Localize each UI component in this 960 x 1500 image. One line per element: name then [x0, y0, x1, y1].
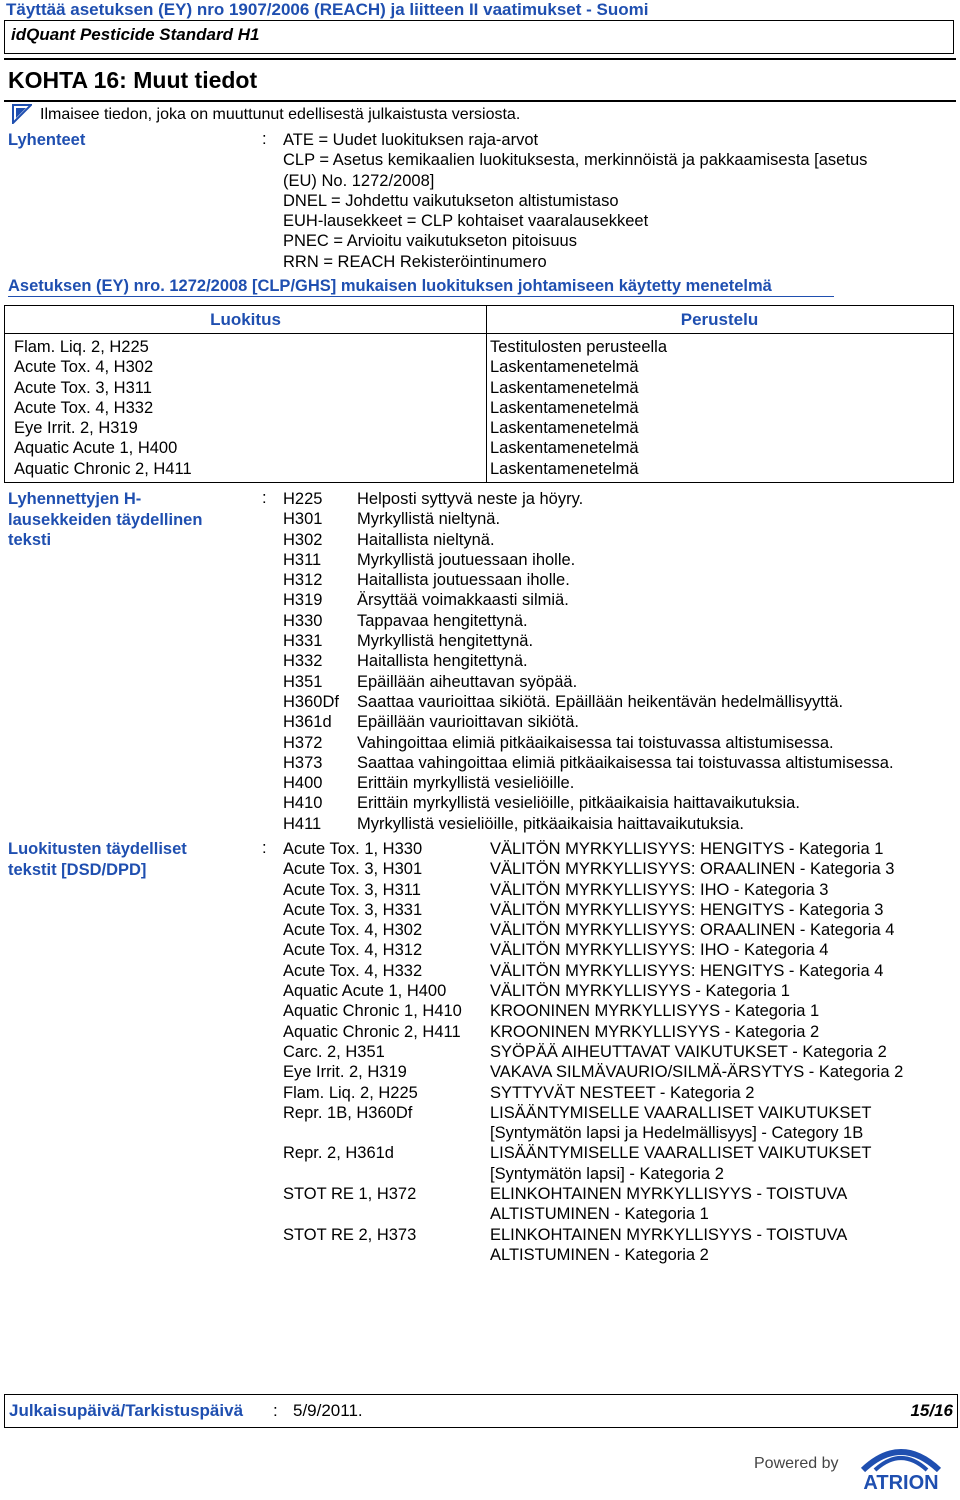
spacer	[283, 1123, 462, 1143]
spacer	[283, 1164, 462, 1184]
h-statement-code: H351	[283, 672, 323, 691]
h-statement-text: Myrkyllistä nieltynä.	[357, 510, 501, 529]
method-heading: Asetuksen (EY) nro. 1272/2008 [CLP/GHS] mukaisen luokituksen johtamiseen käytetty menetelmä	[8, 277, 772, 295]
basis-column	[490, 337, 667, 479]
full-text-line: ALTISTUMINEN - Kategoria 2	[490, 1245, 709, 1264]
full-text-line: SYTTYVÄT NESTEET - Kategoria 2	[490, 1083, 755, 1102]
atrion-logo-text: ATRION	[863, 1472, 939, 1492]
full-text-line: VÄLITÖN MYRKYLLISYYS: IHO - Kategoria 4	[490, 941, 829, 960]
basis-cell: Laskentamenetelmä	[490, 419, 639, 438]
h-statements-label-line: lausekkeiden täydellinen	[8, 510, 203, 529]
full-text-line: [Syntymätön lapsi] - Kategoria 2	[490, 1164, 724, 1183]
full-text-code: STOT RE 2, H373	[283, 1225, 417, 1244]
h-statement-code: H311	[283, 550, 322, 569]
full-text-code: Aquatic Acute 1, H400	[283, 982, 447, 1001]
footer-date-label: Julkaisupäivä/Tarkistuspäivä	[9, 1401, 244, 1420]
h-statement-text: Erittäin myrkyllistä vesieliöille, pitkäaikaisia haittavaikutuksia.	[357, 794, 800, 813]
column-header-basis: Perustelu	[680, 310, 759, 329]
full-texts-label-line: tekstit [DSD/DPD]	[8, 860, 147, 879]
abbreviation-line: PNEC = Arvioitu vaikutukseton pitoisuus	[283, 232, 577, 251]
basis-cell: Laskentamenetelmä	[490, 439, 639, 458]
full-text-line: LISÄÄNTYMISELLE VAARALLISET VAIKUTUKSET	[490, 1103, 872, 1122]
h-statement-text: Ärsyttää voimakkaasti silmiä.	[357, 591, 569, 610]
h-statement-text: Erittäin myrkyllistä vesieliöille.	[357, 774, 575, 793]
full-texts-colon: :	[262, 839, 267, 857]
table-column-divider	[486, 306, 487, 482]
h-statement-code: H301	[283, 510, 323, 529]
h-statement-text: Myrkyllistä joutuessaan iholle.	[357, 550, 576, 569]
full-text-line: KROONINEN MYRKYLLISYYS - Kategoria 2	[490, 1022, 820, 1041]
full-text-code: Acute Tox. 1, H330	[283, 840, 423, 858]
abbreviations-list	[283, 130, 867, 272]
change-indicator-icon	[12, 104, 32, 124]
h-statement-code: H372	[283, 733, 323, 752]
h-statement-code: H331	[283, 632, 323, 651]
full-text-line: VÄLITÖN MYRKYLLISYYS: IHO - Kategoria 3	[490, 880, 829, 899]
classification-cell: Acute Tox. 4, H302	[14, 358, 154, 377]
full-text-code: Eye Irrit. 2, H319	[283, 1063, 407, 1082]
abbreviation-line: (EU) No. 1272/2008]	[283, 171, 435, 190]
h-statement-code: H400	[283, 774, 323, 793]
full-text-code: STOT RE 1, H372	[283, 1185, 417, 1204]
full-text-code: Carc. 2, H351	[283, 1042, 385, 1061]
powered-by-text: Powered by	[754, 1455, 839, 1472]
h-statement-text: Helposti syttyvä neste ja höyry.	[357, 490, 584, 508]
abbreviation-line: CLP = Asetus kemikaalien luokituksesta, merkinnöistä ja pakkaamisesta [asetus	[283, 151, 868, 170]
full-text-code: Acute Tox. 3, H331	[283, 900, 423, 919]
h-statement-texts	[357, 489, 894, 834]
h-statement-code: H319	[283, 591, 323, 610]
h-statement-code: H373	[283, 753, 323, 772]
abbreviation-line: DNEL = Johdettu vaikutukseton altistumistaso	[283, 191, 619, 210]
h-statement-text: Haitallista hengitettynä.	[357, 652, 528, 671]
h-statement-text: Myrkyllistä hengitettynä.	[357, 632, 534, 651]
h-statements-label-line: Lyhennettyjen H-	[8, 490, 142, 508]
h-statement-code: H312	[283, 571, 323, 590]
full-text-code: Acute Tox. 3, H311	[283, 880, 421, 899]
document-title: Täyttää asetuksen (EY) nro 1907/2006 (REACH) ja liitteen II vaatimukset - Suomi	[6, 0, 649, 19]
basis-cell: Laskentamenetelmä	[490, 398, 639, 417]
h-statement-code: H332	[283, 652, 323, 671]
spacer	[283, 1245, 462, 1265]
h-statement-text: Haitallista joutuessaan iholle.	[357, 571, 570, 590]
full-texts-label	[8, 839, 187, 880]
abbreviation-line: RRN = REACH Rekisteröintinumero	[283, 252, 547, 271]
full-text-line: ELINKOHTAINEN MYRKYLLISYYS - TOISTUVA	[490, 1185, 848, 1204]
footer	[4, 1394, 958, 1428]
abbreviation-line: ATE = Uudet luokituksen raja-arvot	[283, 131, 539, 149]
full-text-code: Repr. 1B, H360Df	[283, 1103, 413, 1122]
classification-cell: Flam. Liq. 2, H225	[14, 338, 149, 356]
h-statement-code: H361d	[283, 713, 332, 732]
h-statement-codes	[283, 489, 339, 834]
full-text-line: VÄLITÖN MYRKYLLISYYS - Kategoria 1	[490, 982, 790, 1001]
full-text-line: ALTISTUMINEN - Kategoria 1	[490, 1205, 709, 1224]
classification-table	[4, 305, 954, 483]
change-note: Ilmaisee tiedon, joka on muuttunut edellisestä julkaistusta versiosta.	[40, 106, 521, 123]
full-text-code: Acute Tox. 4, H302	[283, 921, 423, 940]
h-statements-colon: :	[262, 489, 267, 507]
full-text-code: Acute Tox. 4, H312	[283, 941, 423, 960]
footer-date: 5/9/2011.	[293, 1401, 363, 1420]
full-text-codes	[283, 839, 462, 1265]
h-statement-text: Tappavaa hengitettynä.	[357, 611, 528, 630]
full-text-code: Acute Tox. 3, H301	[283, 860, 423, 879]
h-statement-text: Epäillään vaurioittavan sikiötä.	[357, 713, 579, 732]
full-text-line: [Syntymätön lapsi ja Hedelmällisyys] - Category 1B	[490, 1124, 864, 1143]
basis-cell: Laskentamenetelmä	[490, 378, 639, 397]
column-header-classification: Luokitus	[210, 310, 281, 329]
full-text-line: VÄLITÖN MYRKYLLISYYS: ORAALINEN - Kategoria 4	[490, 921, 895, 940]
table-header-divider	[5, 333, 953, 334]
full-text-line: LISÄÄNTYMISELLE VAARALLISET VAIKUTUKSET	[490, 1144, 872, 1163]
h-statement-text: Epäillään aiheuttavan syöpää.	[357, 672, 578, 691]
h-statement-text: Saattaa vaurioittaa sikiötä. Epäillään heikentävän hedelmällisyyttä.	[357, 692, 844, 711]
abbreviations-label: Lyhenteet	[8, 131, 86, 149]
full-text-line: KROONINEN MYRKYLLISYYS - Kategoria 1	[490, 1002, 820, 1021]
atrion-logo	[845, 1440, 957, 1492]
h-statement-text: Saattaa vahingoittaa elimiä pitkäaikaisessa tai toistuvassa altistumisessa.	[357, 753, 894, 772]
classification-column	[14, 337, 192, 479]
h-statement-code: H302	[283, 530, 323, 549]
h-statement-code: H330	[283, 611, 323, 630]
h-statement-code: H360Df	[283, 692, 339, 711]
h-statement-text: Haitallista nieltynä.	[357, 530, 495, 549]
h-statements-label-line: teksti	[8, 531, 52, 549]
classification-cell: Aquatic Acute 1, H400	[14, 439, 178, 458]
h-statements-label	[8, 489, 202, 551]
full-text-descriptions	[490, 839, 903, 1265]
classification-cell: Acute Tox. 3, H311	[14, 378, 152, 397]
full-text-line: VÄLITÖN MYRKYLLISYYS: HENGITYS - Kategoria 4	[490, 961, 884, 980]
h-statement-code: H225	[283, 490, 323, 508]
full-text-line: VAKAVA SILMÄVAURIO/SILMÄ-ÄRSYTYS - Kategoria 2	[490, 1063, 904, 1082]
full-text-line: VÄLITÖN MYRKYLLISYYS: HENGITYS - Kategoria 3	[490, 900, 884, 919]
classification-cell: Acute Tox. 4, H332	[14, 398, 154, 417]
basis-cell: Laskentamenetelmä	[490, 358, 639, 377]
h-statement-text: Vahingoittaa elimiä pitkäaikaisessa tai toistuvassa altistumisessa.	[357, 733, 834, 752]
product-name-box	[4, 20, 954, 54]
classification-cell: Eye Irrit. 2, H319	[14, 419, 138, 438]
section-title: KOHTA 16: Muut tiedot	[8, 67, 258, 93]
product-name: idQuant Pesticide Standard H1	[11, 25, 260, 44]
spacer	[283, 1204, 462, 1224]
footer-colon: :	[273, 1401, 278, 1420]
full-text-line: VÄLITÖN MYRKYLLISYYS: ORAALINEN - Kategoria 3	[490, 860, 895, 879]
basis-cell: Testitulosten perusteella	[490, 338, 668, 356]
classification-cell: Aquatic Chronic 2, H411	[14, 459, 192, 478]
section-header	[4, 58, 956, 102]
full-text-line: ELINKOHTAINEN MYRKYLLISYYS - TOISTUVA	[490, 1225, 848, 1244]
full-texts-label-line: Luokitusten täydelliset	[8, 840, 187, 858]
h-statement-code: H410	[283, 794, 323, 813]
method-heading-underline	[8, 296, 834, 297]
full-text-code: Aquatic Chronic 2, H411	[283, 1022, 461, 1041]
full-text-code: Aquatic Chronic 1, H410	[283, 1002, 462, 1021]
full-text-code: Repr. 2, H361d	[283, 1144, 394, 1163]
full-text-code: Flam. Liq. 2, H225	[283, 1083, 418, 1102]
h-statement-code: H411	[283, 814, 322, 833]
basis-cell: Laskentamenetelmä	[490, 459, 639, 478]
full-text-line: VÄLITÖN MYRKYLLISYYS: HENGITYS - Kategoria 1	[490, 840, 884, 858]
full-text-line: SYÖPÄÄ AIHEUTTAVAT VAIKUTUKSET - Kategoria 2	[490, 1042, 887, 1061]
page-number: 15/16	[910, 1401, 953, 1420]
abbreviations-colon: :	[262, 130, 267, 148]
h-statement-text: Myrkyllistä vesieliöille, pitkäaikaisia haittavaikutuksia.	[357, 814, 744, 833]
abbreviation-line: EUH-lausekkeet = CLP kohtaiset vaaralausekkeet	[283, 212, 649, 231]
full-text-code: Acute Tox. 4, H332	[283, 961, 423, 980]
